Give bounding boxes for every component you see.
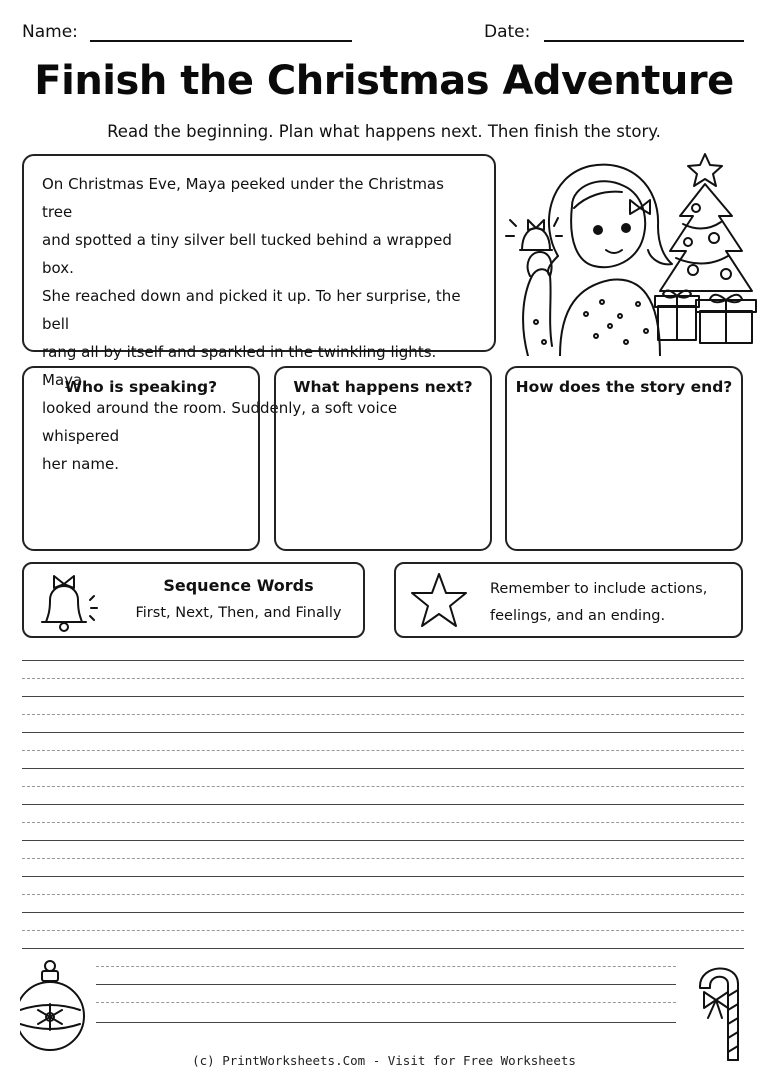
- writing-line[interactable]: [22, 840, 744, 841]
- writing-line[interactable]: [22, 660, 744, 661]
- writing-guide-line: [22, 678, 744, 679]
- reminder-box: [394, 562, 743, 638]
- story-line: and spotted a tiny silver bell tucked behind a wrapped box.: [42, 231, 452, 277]
- question-label: Who is speaking?: [64, 378, 218, 396]
- story-line: She reached down and picked it up. To her surprise, the bell: [42, 287, 461, 333]
- star-icon: [408, 570, 470, 632]
- writing-guide-line: [96, 1002, 676, 1003]
- sequence-words-list: First, Next, Then, and Finally: [135, 605, 342, 621]
- christmas-tree-icon: [660, 154, 752, 291]
- writing-guide-line: [22, 858, 744, 859]
- question-label: How does the story end?: [515, 378, 733, 396]
- candy-cane-icon: [690, 956, 750, 1066]
- date-label: Date:: [484, 22, 531, 42]
- ornament-icon: [20, 958, 94, 1054]
- name-label: Name:: [22, 22, 78, 42]
- reminder-line: feelings, and an ending.: [490, 608, 666, 624]
- story-line: On Christmas Eve, Maya peeked under the Christmas tree: [42, 175, 444, 221]
- story-line: looked around the room. Suddenly, a soft voice whispered: [42, 399, 398, 445]
- writing-guide-line: [22, 714, 744, 715]
- writing-line[interactable]: [22, 912, 744, 913]
- instructions: Read the beginning. Plan what happens next. Then finish the story.: [107, 122, 661, 141]
- question-label: What happens next?: [293, 378, 473, 396]
- date-field-line[interactable]: [544, 40, 744, 42]
- what-happens-next-box[interactable]: [274, 366, 492, 551]
- story-line: rang all by itself and sparkled in the twinkling lights. Maya: [42, 343, 437, 389]
- sequence-words-box: [22, 562, 365, 638]
- writing-line[interactable]: [22, 732, 744, 733]
- writing-area[interactable]: [22, 660, 744, 950]
- writing-guide-line: [22, 822, 744, 823]
- name-field-line[interactable]: [90, 40, 352, 42]
- writing-line[interactable]: [96, 984, 676, 985]
- reminder-line: Remember to include actions,: [490, 581, 708, 597]
- story-line: her name.: [42, 455, 119, 473]
- story-end-box[interactable]: [505, 366, 743, 551]
- girl-with-bell-illustration: [500, 146, 758, 356]
- footer-credit: (c) PrintWorksheets.Com - Visit for Free Worksheets: [192, 1053, 576, 1068]
- writing-line[interactable]: [96, 1022, 676, 1023]
- who-is-speaking-box[interactable]: [22, 366, 260, 551]
- writing-guide-line: [22, 930, 744, 931]
- writing-line[interactable]: [22, 804, 744, 805]
- reminder-text: [490, 576, 707, 630]
- writing-line[interactable]: [22, 768, 744, 769]
- writing-line[interactable]: [22, 696, 744, 697]
- writing-guide-line: [22, 894, 744, 895]
- writing-line[interactable]: [22, 876, 744, 877]
- writing-guide-line: [22, 750, 744, 751]
- sequence-words-title: Sequence Words: [163, 576, 314, 595]
- writing-guide-line: [22, 786, 744, 787]
- bell-icon: [34, 570, 104, 634]
- page-title: Finish the Christmas Adventure: [34, 58, 734, 104]
- bottom-writing-area[interactable]: [96, 966, 676, 1028]
- writing-line[interactable]: [22, 948, 744, 949]
- writing-guide-line: [96, 966, 676, 967]
